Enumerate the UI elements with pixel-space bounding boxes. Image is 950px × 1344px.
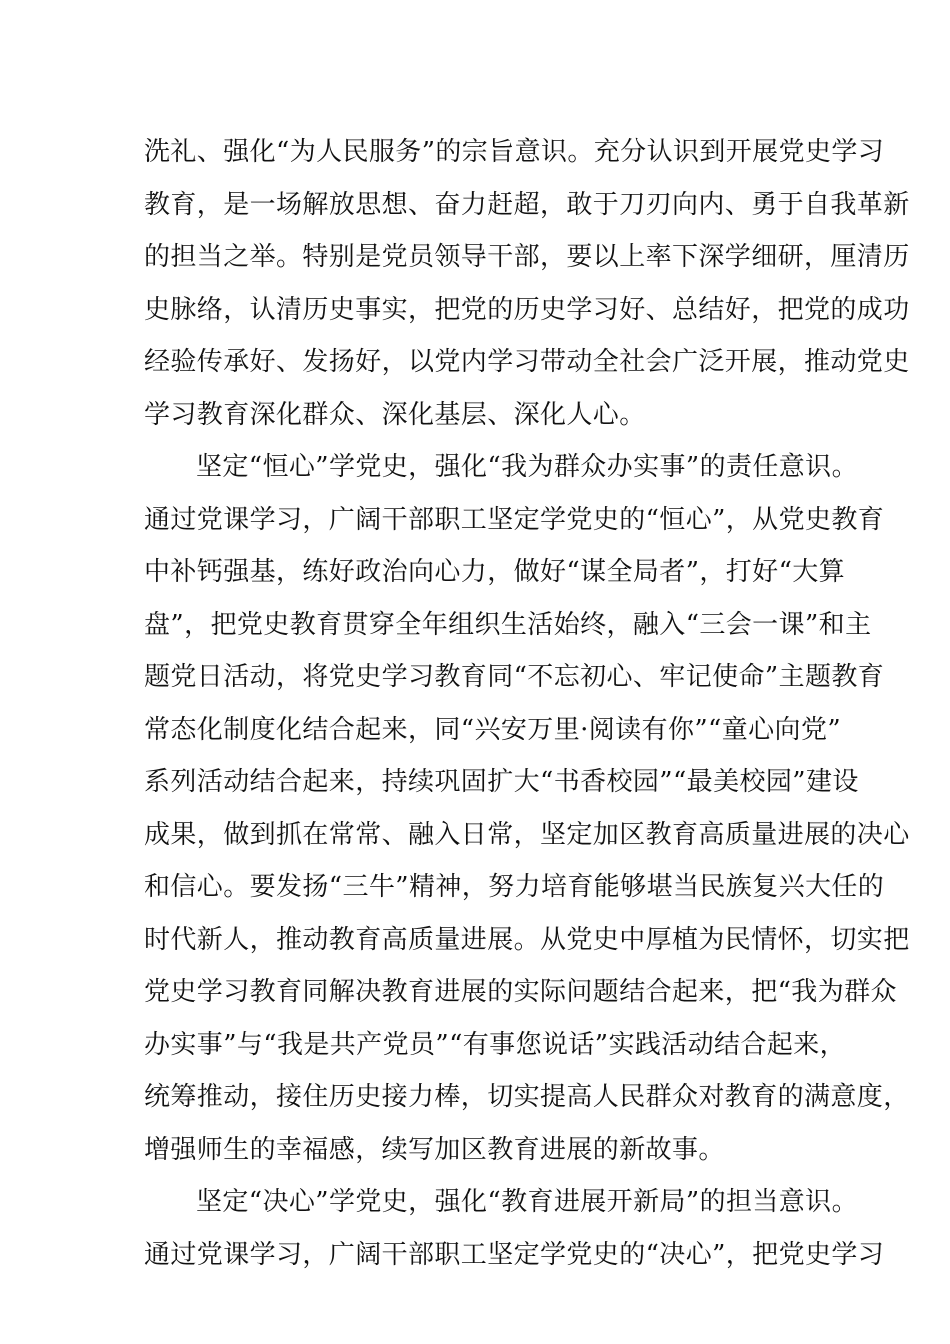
text-line: 常态化制度化结合起来，同“兴安万里·阅读有你”“童心向党”: [144, 714, 842, 745]
text-line: 中补钙强基，练好政治向心力，做好“谋全局者”，打好“大算: [144, 557, 846, 587]
text-line: 的担当之举。特别是党员领导干部，要以上率下深学细研，厘清历: [144, 242, 910, 272]
text-line: 史脉络，认清历史事实，把党的历史学习好、总结好，把党的成功: [144, 294, 910, 325]
text-line: 系列活动结合起来，持续巩固扩大“书香校园”“最美校园”建设: [144, 767, 859, 797]
text-line: 时代新人，推动教育高质量进展。从党史中厚植为民情怀，切实把: [144, 924, 910, 955]
text-line: 教育，是一场解放思想、奋力赶超，敢于刀刃向内、勇于自我革新: [144, 189, 910, 220]
text-line: 通过党课学习，广阔干部职工坚定学党史的“决心”，把党史学习: [144, 1239, 885, 1270]
text-line: 通过党课学习，广阔干部职工坚定学党史的“恒心”，从党史教育: [144, 504, 885, 535]
text-line: 洗礼、强化“为人民服务”的宗旨意识。充分认识到开展党史学习: [144, 137, 885, 167]
paragraph-heading-line: 坚定“恒心”学党史，强化“我为群众办实事”的责任意识。: [196, 452, 858, 482]
text-line: 成果，做到抓在常常、融入日常，坚定加区教育高质量进展的决心: [144, 819, 910, 850]
text-line: 办实事”与“我是共产党员”“有事您说话”实践活动结合起来，: [144, 1029, 847, 1060]
text-line: 和信心。要发扬“三牛”精神，努力培育能够堪当民族复兴大任的: [144, 872, 885, 902]
text-line: 盘”，把党史教育贯穿全年组织生活始终，融入“三会一课”和主: [144, 609, 872, 640]
paragraph-heading-line: 坚定“决心”学党史，强化“教育进展开新局”的担当意识。: [196, 1187, 858, 1217]
text-line: 党史学习教育同解决教育进展的实际问题结合起来，把“我为群众: [144, 977, 897, 1007]
text-line: 题党日活动，将党史学习教育同“不忘初心、牢记使命”主题教育: [144, 662, 885, 692]
text-line: 经验传承好、发扬好，以党内学习带动全社会广泛开展，推动党史: [144, 347, 910, 377]
text-line: 增强师生的幸福感，续写加区教育进展的新故事。: [144, 1134, 725, 1165]
text-line: 学习教育深化群众、深化基层、深化人心。: [144, 399, 646, 430]
text-line: 统筹推动，接住历史接力棒，切实提高人民群众对教育的满意度，: [144, 1082, 910, 1112]
body-text: [144, 126, 910, 1281]
